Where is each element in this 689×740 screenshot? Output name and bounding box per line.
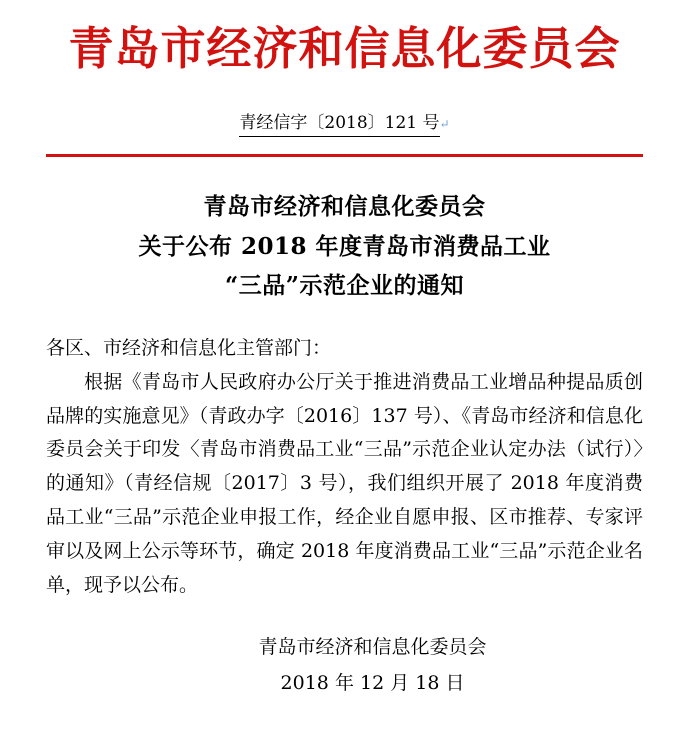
- masthead-title: 青岛市经济和信息化委员会: [68, 22, 621, 75]
- document-number-row: [46, 112, 643, 138]
- body-paragraph: 根据《青岛市人民政府办公厅关于推进消费品工业增品种提品质创品牌的实施意见》（青政办字〔2016〕137 号）、《青岛市经济和信息化委员会关于印发〈青岛市消费品工业“三品”示范企业认定办法（试行）〉的通知》（青经信规〔2017〕3 号），我们组织开展了 2018 年度消费品工业“三品”示范企业申报工作，经企业自愿申报、区市推荐、专家评审以及网上公示等环节，确定 2018 年度消费品工业“三品”示范企业名单，现予以公布。: [46, 370, 643, 596]
- title-line-1: 青岛市经济和信息化委员会: [203, 193, 486, 221]
- document-title: [46, 187, 643, 306]
- salutation: 各区、市经济和信息化主管部门：: [46, 336, 332, 359]
- red-divider-rule: [46, 154, 643, 157]
- paragraph-mark-icon: ↵: [439, 116, 450, 131]
- title-line-3: “三品”示范企业的通知: [225, 272, 464, 300]
- masthead: [46, 0, 643, 74]
- title-line-2: 关于公布 2018 年度青岛市消费品工业: [138, 232, 551, 260]
- document-body: [46, 332, 643, 603]
- signature-date: 2018 年 12 月 18 日: [280, 671, 465, 694]
- signature-block: [46, 630, 643, 700]
- signature-organization: 青岛市经济和信息化委员会: [258, 636, 487, 659]
- document-number: 青经信字〔2018〕121 号: [239, 112, 439, 138]
